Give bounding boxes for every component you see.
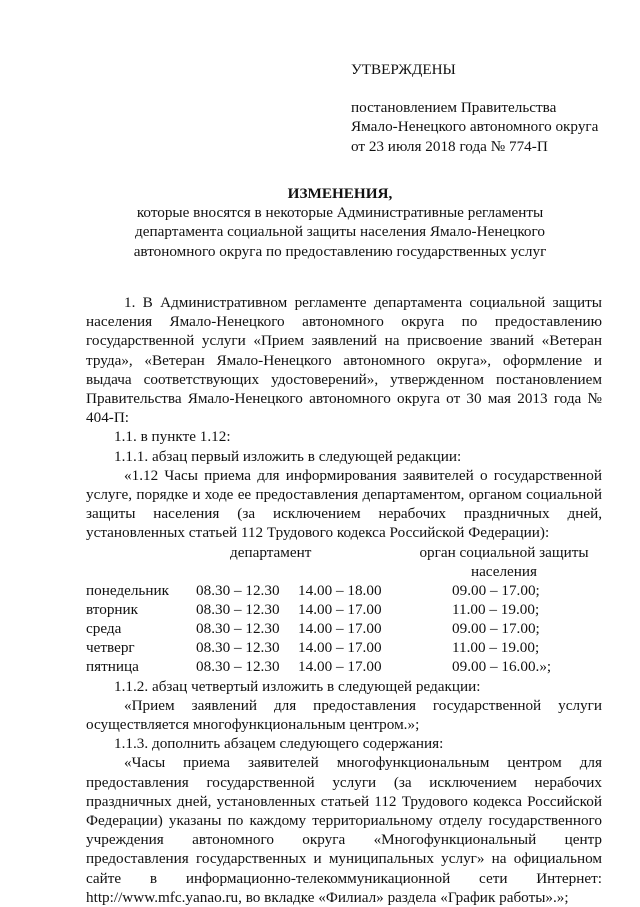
schedule-row — [86, 581, 602, 600]
schedule-day: среда — [86, 620, 122, 638]
schedule-day: вторник — [86, 600, 139, 618]
approval-line: Ямало-Ненецкого автономного округа — [351, 118, 599, 136]
paragraph-1-1: 1.1. в пункте 1.12: — [114, 428, 231, 446]
schedule-header — [86, 543, 602, 581]
paragraph-1: 1. В Административном регламенте департамента социальной защиты населения Ямало-Ненецкого автономного округа по предоставлению государственной услуги «Прием заявлений на присвоение званий «Ветеран труда», «Ветеран Ямало-Ненецкого автономного округа», оформление и выдача соответствующих удостоверений», утвержденном постановлением Правительства Ямало-Ненецкого автономного округа от 30 мая 2013 года № 404-П: — [86, 294, 602, 427]
schedule-time-org: 11.00 – 19.00; — [452, 600, 540, 618]
approval-heading: УТВЕРЖДЕНЫ — [351, 61, 456, 78]
quote-2: «Прием заявлений для предоставления государственной услуги осуществляется многофункциональным центром.»; — [86, 696, 602, 733]
document-body — [86, 293, 602, 907]
schedule-day: пятница — [86, 658, 139, 676]
schedule-time-morning: 08.30 – 12.30 — [196, 581, 280, 599]
approval-block — [351, 60, 611, 156]
document-subtitle-line: автономного округа по предоставлению государственных услуг — [133, 242, 547, 260]
approval-line: постановлением Правительства — [351, 99, 557, 117]
schedule-time-afternoon: 14.00 – 17.00 — [298, 620, 382, 638]
quote-1: «1.12 Часы приема для информирования заявителей о государственной услуге, порядке и ходе ее предоставления департаментом, органом социальной защиты населения (за исключением нерабочих праздничных дней, установленных статьей 112 Трудового кодекса Российской Федерации): — [86, 466, 602, 542]
document-subtitle-line: которые вносятся в некоторые Административные регламенты — [136, 204, 544, 222]
schedule-table — [86, 543, 602, 677]
paragraph-1-1-2: 1.1.2. абзац четвертый изложить в следующей редакции: — [114, 677, 481, 695]
schedule-col-org — [404, 543, 604, 581]
schedule-day: понедельник — [86, 581, 169, 599]
document-subtitle-line: департамента социальной защиты населения Ямало-Ненецкого — [135, 223, 545, 241]
schedule-time-afternoon: 14.00 – 18.00 — [298, 581, 382, 599]
schedule-time-morning: 08.30 – 12.30 — [196, 620, 280, 638]
schedule-time-morning: 08.30 – 12.30 — [196, 600, 280, 618]
schedule-col-department: департамент — [230, 543, 312, 561]
schedule-time-org: 09.00 – 17.00; — [452, 581, 540, 599]
quote-3: «Часы приема заявителей многофункциональным центром для предоставления государственной услуги (за исключением нерабочих праздничных дней, установленных статьей 112 Трудового кодекса Российской Федерации) указаны по каждому территориальному отделу государственного учреждения автономного округа «Многофункциональный центр предоставления государственных и муниципальных услуг» на официальном сайте в информационно-телекоммуникационной сети Интернет: http://www.mfc.yanao.ru, во вкладке «Филиал» раздела «График работы».»; — [86, 754, 602, 906]
document-title: ИЗМЕНЕНИЯ, — [287, 185, 393, 202]
schedule-row — [86, 638, 602, 657]
schedule-time-afternoon: 14.00 – 17.00 — [298, 600, 382, 618]
schedule-col-org-line1: орган социальной защиты — [419, 543, 589, 561]
schedule-time-org: 09.00 – 16.00.»; — [452, 658, 552, 676]
schedule-col-org-line2: населения — [470, 562, 538, 580]
approval-line: от 23 июля 2018 года № 774-П — [351, 137, 548, 155]
schedule-time-afternoon: 14.00 – 17.00 — [298, 658, 382, 676]
schedule-time-org: 11.00 – 19.00; — [452, 639, 540, 657]
schedule-row — [86, 657, 602, 676]
schedule-time-afternoon: 14.00 – 17.00 — [298, 639, 382, 657]
schedule-row — [86, 600, 602, 619]
schedule-time-morning: 08.30 – 12.30 — [196, 639, 280, 657]
schedule-day: четверг — [86, 639, 135, 657]
paragraph-1-1-3: 1.1.3. дополнить абзацем следующего содержания: — [114, 735, 444, 753]
paragraph-1-1-1: 1.1.1. абзац первый изложить в следующей редакции: — [114, 447, 462, 465]
schedule-time-org: 09.00 – 17.00; — [452, 620, 540, 638]
schedule-row — [86, 619, 602, 638]
document-title-block — [120, 184, 560, 261]
schedule-time-morning: 08.30 – 12.30 — [196, 658, 280, 676]
